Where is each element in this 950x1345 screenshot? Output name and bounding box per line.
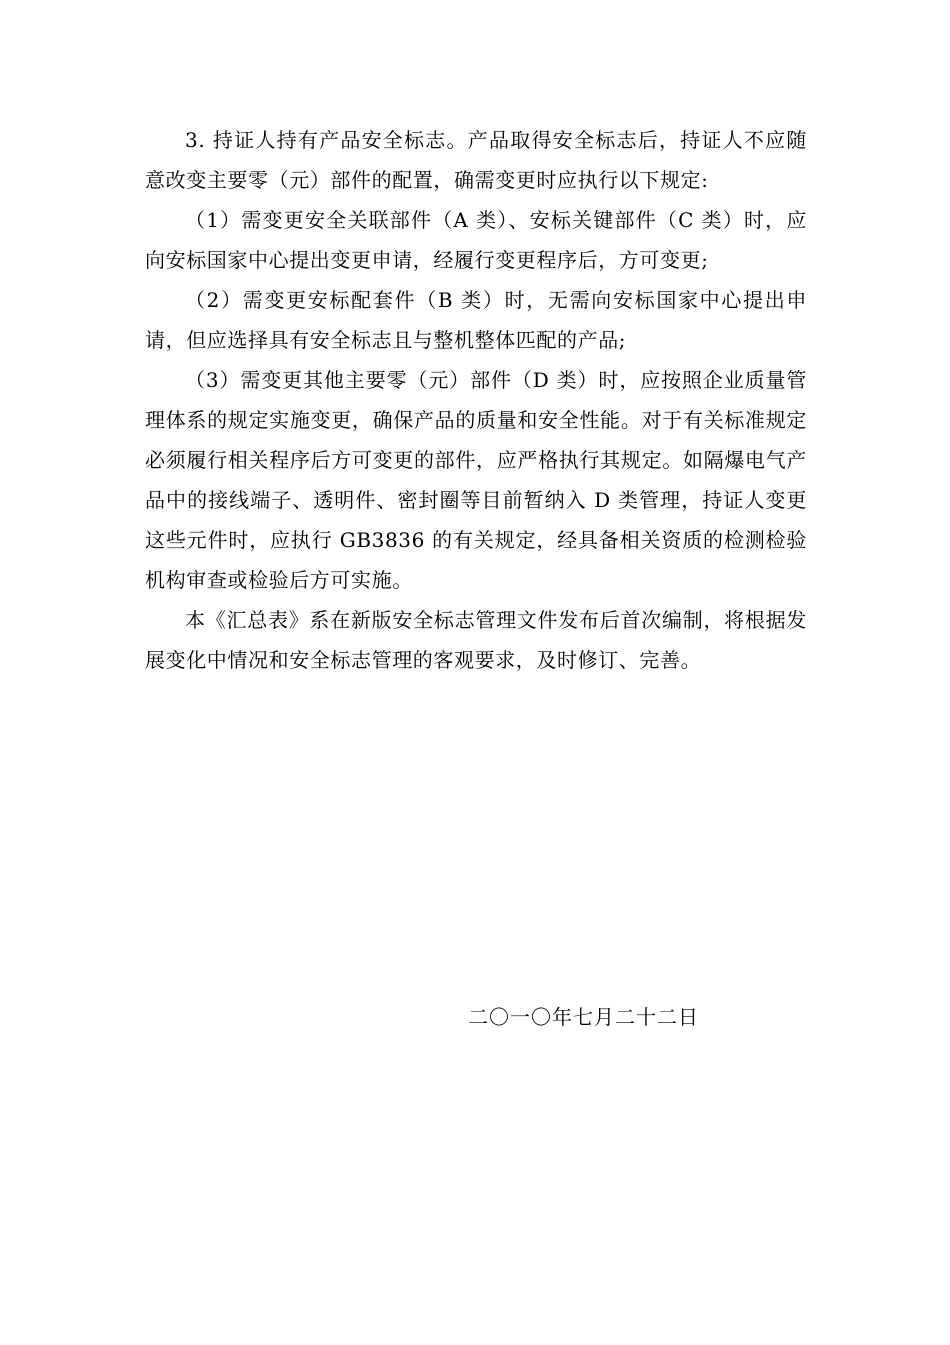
document-body [145, 120, 807, 680]
paragraph-rule-3-item-2: （2）需变更安标配套件（B 类）时，无需向安标国家中心提出申请，但应选择具有安全标志且与整机整体匹配的产品; [145, 288, 807, 352]
paragraph-closing-note: 本《汇总表》系在新版安全标志管理文件发布后首次编制，将根据发展变化中情况和安全标志管理的客观要求，及时修订、完善。 [145, 608, 807, 672]
paragraph-rule-3-item-3: （3）需变更其他主要零（元）部件（D 类）时，应按照企业质量管理体系的规定实施变更，确保产品的质量和安全性能。对于有关标准规定必须履行相关程序后方可变更的部件，应严格执行其规定。如隔爆电气产品中的接线端子、透明件、密封圈等目前暂纳入 D 类管理，持证人变更这些元件时，应执行 GB3836 的有关规定，经具备相关资质的检测检验机构审查或检验后方可实施。 [145, 368, 807, 592]
paragraph-rule-3: 3. 持证人持有产品安全标志。产品取得安全标志后，持证人不应随意改变主要零（元）部件的配置，确需变更时应执行以下规定: [145, 128, 807, 192]
document-date: 二〇一〇年七月二十二日 [468, 1005, 699, 1029]
paragraph-rule-3-item-1: （1）需变更安全关联部件（A 类）、安标关键部件（C 类）时，应向安标国家中心提出变更申请，经履行变更程序后，方可变更; [145, 208, 807, 272]
